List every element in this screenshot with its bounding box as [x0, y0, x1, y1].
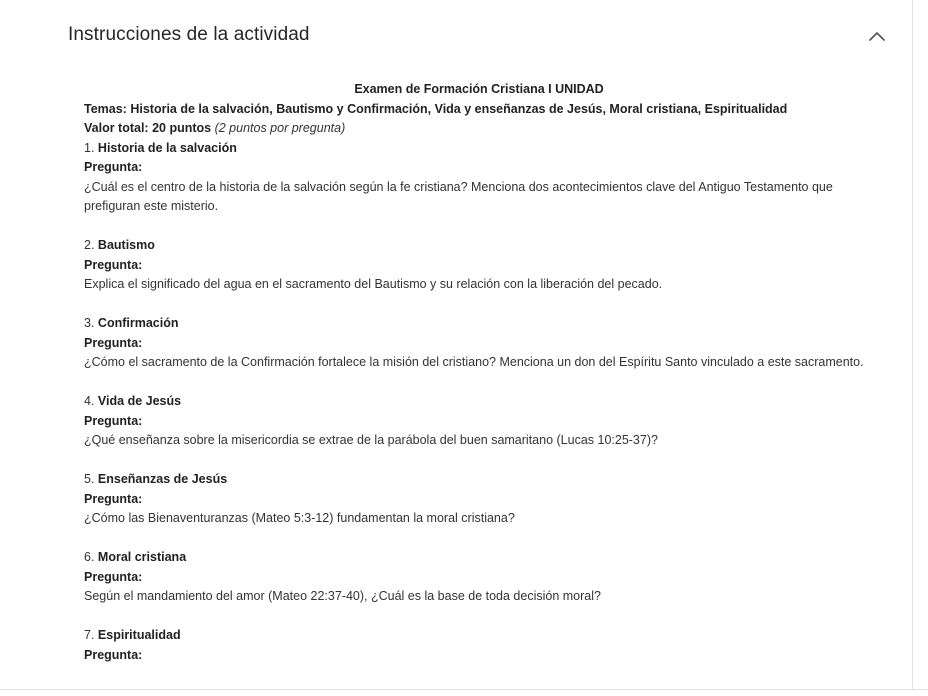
- question-text: Según el mandamiento del amor (Mateo 22:37-40), ¿Cuál es la base de toda decisión moral?: [84, 589, 601, 603]
- value-note: (2 puntos por pregunta): [214, 121, 346, 135]
- question-item: [84, 392, 874, 451]
- question-topic: Enseñanzas de Jesús: [97, 472, 228, 486]
- question-heading: [84, 314, 874, 334]
- question-item: [84, 139, 874, 217]
- question-number: 1.: [84, 140, 95, 155]
- question-number: 5.: [84, 472, 95, 486]
- question-item: [84, 548, 874, 607]
- question-text: ¿Cómo las Bienaventuranzas (Mateo 5:3-12) fundamentan la moral cristiana?: [84, 511, 515, 525]
- question-item: [84, 314, 874, 373]
- question-heading: [84, 139, 874, 159]
- question-text: ¿Qué enseñanza sobre la misericordia se extrae de la parábola del buen samaritano (Lucas 10:25-37)?: [84, 433, 658, 447]
- question-item: [84, 626, 874, 665]
- exam-topics: [84, 100, 874, 120]
- question-heading: [84, 626, 874, 646]
- exam-title: Examen de Formación Cristiana I UNIDAD: [354, 82, 604, 96]
- question-topic: Confirmación: [97, 316, 179, 330]
- exam-value: [84, 119, 874, 139]
- question-label: Pregunta:: [84, 647, 143, 662]
- instructions-title: Instrucciones de la actividad: [68, 24, 310, 45]
- question-label: Pregunta:: [84, 257, 143, 272]
- question-label: Pregunta:: [84, 335, 143, 350]
- question-topic: Vida de Jesús: [97, 394, 182, 408]
- question-number: 3.: [84, 316, 95, 330]
- value-label: Valor total: 20 puntos: [84, 121, 212, 135]
- question-number: 2.: [84, 238, 95, 252]
- question-topic: Moral cristiana: [97, 550, 187, 564]
- question-topic: Espiritualidad: [97, 628, 181, 642]
- question-label: Pregunta:: [84, 413, 143, 428]
- question-label: Pregunta:: [84, 160, 143, 174]
- chevron-up-icon: [864, 24, 890, 50]
- question-number: 4.: [84, 394, 95, 408]
- question-text: Explica el significado del agua en el sacramento del Bautismo y su relación con la liberación del pecado.: [84, 277, 663, 291]
- question-text: ¿Cómo el sacramento de la Confirmación fortalece la misión del cristiano? Menciona un don del Espíritu Santo vinculado a este sacramento.: [84, 355, 864, 369]
- question-heading: [84, 548, 874, 568]
- collapse-button[interactable]: [864, 24, 890, 50]
- instructions-header[interactable]: [68, 22, 898, 50]
- question-number: 6.: [84, 550, 95, 564]
- instructions-content: [84, 80, 874, 665]
- topics-value: Historia de la salvación, Bautismo y Confirmación, Vida y enseñanzas de Jesús, Moral cristiana, Espiritualidad: [130, 101, 788, 116]
- question-heading: [84, 470, 874, 490]
- question-item: [84, 470, 874, 529]
- question-label: Pregunta:: [84, 491, 143, 506]
- panel-bottom-border: [0, 689, 928, 690]
- question-topic: Historia de la salvación: [97, 140, 237, 155]
- question-text: ¿Cuál es el centro de la historia de la salvación según la fe cristiana? Menciona dos acontecimientos clave del Antiguo Testamento que prefiguran este misterio.: [84, 179, 833, 213]
- question-label: Pregunta:: [84, 569, 143, 584]
- topics-label: Temas:: [84, 101, 127, 116]
- question-item: [84, 236, 874, 295]
- question-number: 7.: [84, 628, 95, 642]
- question-topic: Bautismo: [97, 238, 155, 252]
- question-heading: [84, 236, 874, 256]
- question-heading: [84, 392, 874, 412]
